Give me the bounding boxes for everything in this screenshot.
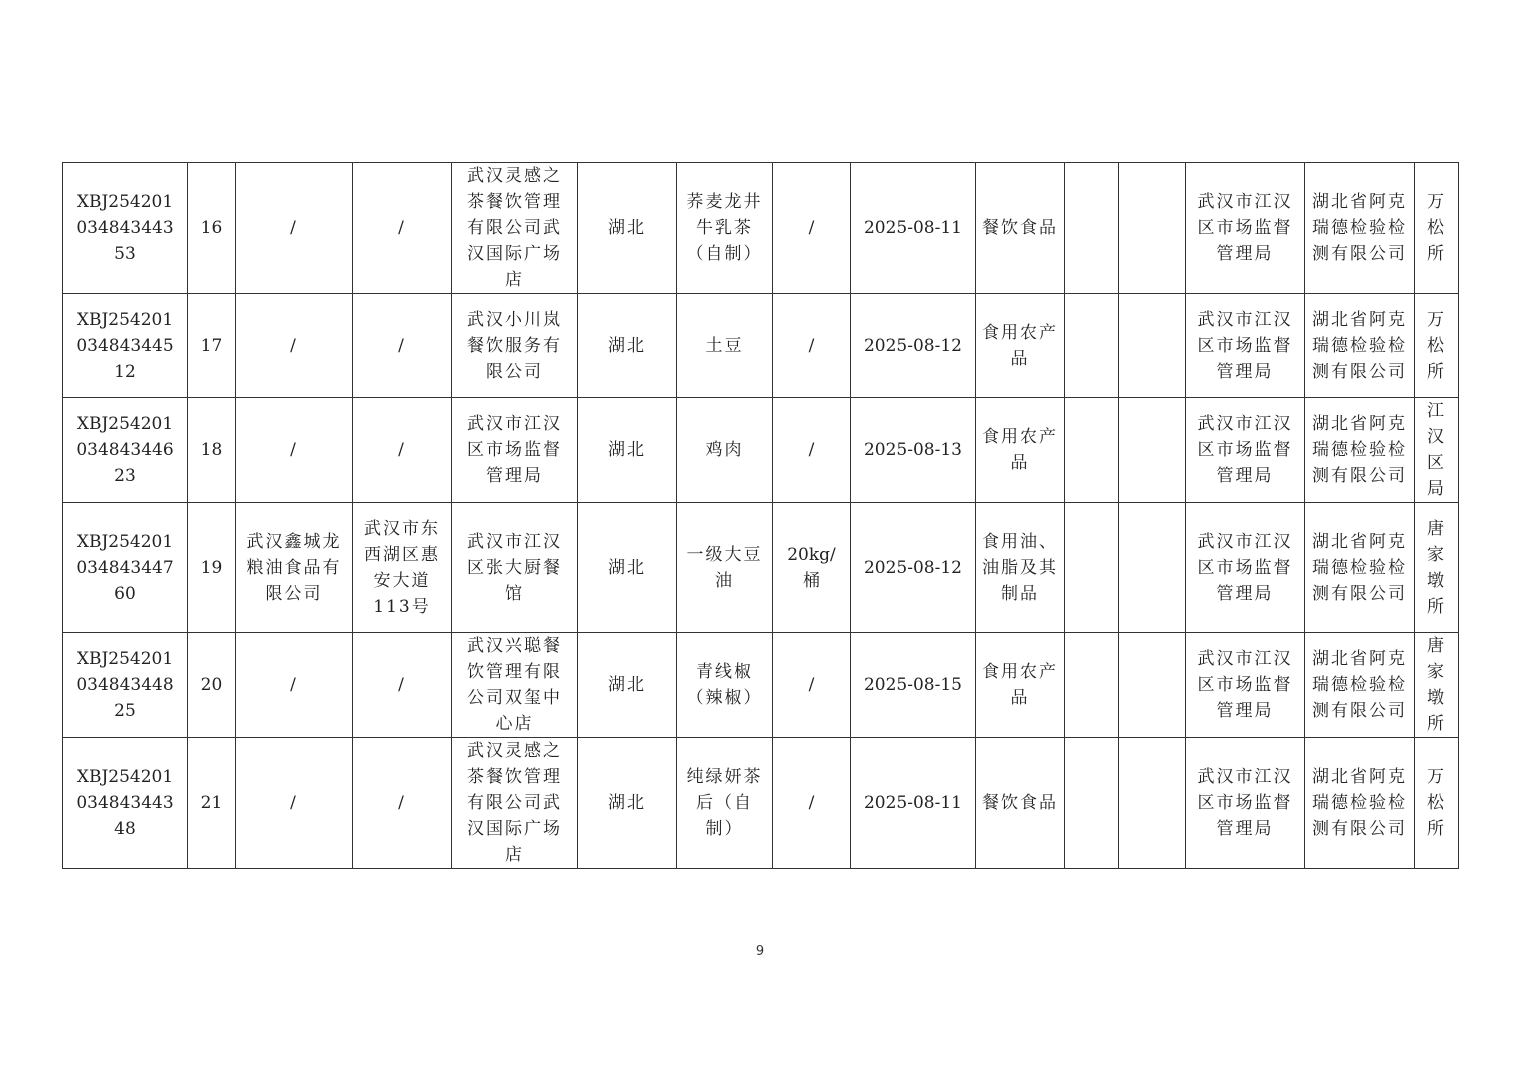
producer-address-cell: / — [353, 738, 452, 869]
province-cell: 湖北 — [578, 633, 677, 738]
test-org-cell: 湖北省阿克瑞德检验检测有限公司 — [1305, 398, 1415, 503]
producer-name-cell: 武汉鑫城龙粮油食品有限公司 — [236, 503, 353, 633]
province-cell: 湖北 — [578, 163, 677, 294]
empty-cell — [1119, 503, 1186, 633]
task-source-cell: 武汉市江汉区市场监督管理局 — [1186, 398, 1305, 503]
task-source-cell: 武汉市江汉区市场监督管理局 — [1186, 163, 1305, 294]
producer-name-cell: / — [236, 633, 353, 738]
sampled-unit-cell: 武汉兴聪餐饮管理有限公司双玺中心店 — [452, 633, 578, 738]
sampling-results-table — [62, 162, 1459, 869]
category-cell: 食用农产品 — [976, 294, 1065, 398]
empty-cell — [1119, 398, 1186, 503]
seq-cell: 21 — [188, 738, 236, 869]
producer-name-cell: / — [236, 398, 353, 503]
empty-cell — [1065, 163, 1119, 294]
producer-address-cell: / — [353, 398, 452, 503]
producer-address-cell: / — [353, 294, 452, 398]
test-org-cell: 湖北省阿克瑞德检验检测有限公司 — [1305, 294, 1415, 398]
producer-name-cell: / — [236, 738, 353, 869]
sample-id-cell: XBJ25420103484344760 — [63, 503, 188, 633]
table-row — [63, 294, 1459, 398]
empty-cell — [1119, 738, 1186, 869]
empty-cell — [1065, 738, 1119, 869]
food-name-cell: 荞麦龙井牛乳茶（自制） — [677, 163, 773, 294]
test-org-cell: 湖北省阿克瑞德检验检测有限公司 — [1305, 503, 1415, 633]
task-source-cell: 武汉市江汉区市场监督管理局 — [1186, 633, 1305, 738]
category-cell: 食用农产品 — [976, 633, 1065, 738]
task-source-cell: 武汉市江汉区市场监督管理局 — [1186, 503, 1305, 633]
sampled-unit-cell: 武汉灵感之茶餐饮管理有限公司武汉国际广场店 — [452, 163, 578, 294]
sampled-unit-cell: 武汉市江汉区市场监督管理局 — [452, 398, 578, 503]
table-row — [63, 503, 1459, 633]
date-cell: 2025-08-11 — [851, 163, 976, 294]
food-name-cell: 鸡肉 — [677, 398, 773, 503]
producer-address-cell: 武汉市东西湖区惠安大道113号 — [353, 503, 452, 633]
food-name-cell: 青线椒（辣椒） — [677, 633, 773, 738]
province-cell: 湖北 — [578, 398, 677, 503]
date-cell: 2025-08-11 — [851, 738, 976, 869]
area-cell: 唐家墩所 — [1415, 633, 1459, 738]
sample-id-cell: XBJ25420103484344825 — [63, 633, 188, 738]
seq-cell: 19 — [188, 503, 236, 633]
empty-cell — [1065, 633, 1119, 738]
sampled-unit-cell: 武汉灵感之茶餐饮管理有限公司武汉国际广场店 — [452, 738, 578, 869]
category-cell: 食用农产品 — [976, 398, 1065, 503]
task-source-cell: 武汉市江汉区市场监督管理局 — [1186, 294, 1305, 398]
sample-id-cell: XBJ25420103484344348 — [63, 738, 188, 869]
producer-address-cell: / — [353, 633, 452, 738]
area-cell: 万松所 — [1415, 163, 1459, 294]
empty-cell — [1119, 633, 1186, 738]
food-name-cell: 一级大豆油 — [677, 503, 773, 633]
seq-cell: 17 — [188, 294, 236, 398]
empty-cell — [1065, 398, 1119, 503]
seq-cell: 18 — [188, 398, 236, 503]
province-cell: 湖北 — [578, 738, 677, 869]
empty-cell — [1119, 163, 1186, 294]
test-org-cell: 湖北省阿克瑞德检验检测有限公司 — [1305, 633, 1415, 738]
date-cell: 2025-08-12 — [851, 294, 976, 398]
area-cell: 唐家墩所 — [1415, 503, 1459, 633]
area-cell: 江汉区局 — [1415, 398, 1459, 503]
food-name-cell: 纯绿妍茶后（自制） — [677, 738, 773, 869]
empty-cell — [1065, 294, 1119, 398]
table-row — [63, 398, 1459, 503]
date-cell: 2025-08-12 — [851, 503, 976, 633]
date-cell: 2025-08-13 — [851, 398, 976, 503]
table-row — [63, 633, 1459, 738]
seq-cell: 20 — [188, 633, 236, 738]
page-number: 9 — [755, 944, 765, 959]
empty-cell — [1065, 503, 1119, 633]
category-cell: 餐饮食品 — [976, 163, 1065, 294]
food-name-cell: 土豆 — [677, 294, 773, 398]
spec-cell: / — [773, 163, 851, 294]
sample-id-cell: XBJ25420103484344623 — [63, 398, 188, 503]
sample-id-cell: XBJ25420103484344353 — [63, 163, 188, 294]
producer-name-cell: / — [236, 163, 353, 294]
spec-cell: / — [773, 738, 851, 869]
category-cell: 餐饮食品 — [976, 738, 1065, 869]
spec-cell: / — [773, 398, 851, 503]
seq-cell: 16 — [188, 163, 236, 294]
task-source-cell: 武汉市江汉区市场监督管理局 — [1186, 738, 1305, 869]
producer-address-cell: / — [353, 163, 452, 294]
sampled-unit-cell: 武汉市江汉区张大厨餐馆 — [452, 503, 578, 633]
empty-cell — [1119, 294, 1186, 398]
table-row — [63, 163, 1459, 294]
province-cell: 湖北 — [578, 294, 677, 398]
category-cell: 食用油、油脂及其制品 — [976, 503, 1065, 633]
spec-cell: 20kg/桶 — [773, 503, 851, 633]
test-org-cell: 湖北省阿克瑞德检验检测有限公司 — [1305, 738, 1415, 869]
sampled-unit-cell: 武汉小川岚餐饮服务有限公司 — [452, 294, 578, 398]
spec-cell: / — [773, 294, 851, 398]
test-org-cell: 湖北省阿克瑞德检验检测有限公司 — [1305, 163, 1415, 294]
area-cell: 万松所 — [1415, 738, 1459, 869]
spec-cell: / — [773, 633, 851, 738]
table-row — [63, 738, 1459, 869]
province-cell: 湖北 — [578, 503, 677, 633]
sample-id-cell: XBJ25420103484344512 — [63, 294, 188, 398]
date-cell: 2025-08-15 — [851, 633, 976, 738]
area-cell: 万松所 — [1415, 294, 1459, 398]
producer-name-cell: / — [236, 294, 353, 398]
